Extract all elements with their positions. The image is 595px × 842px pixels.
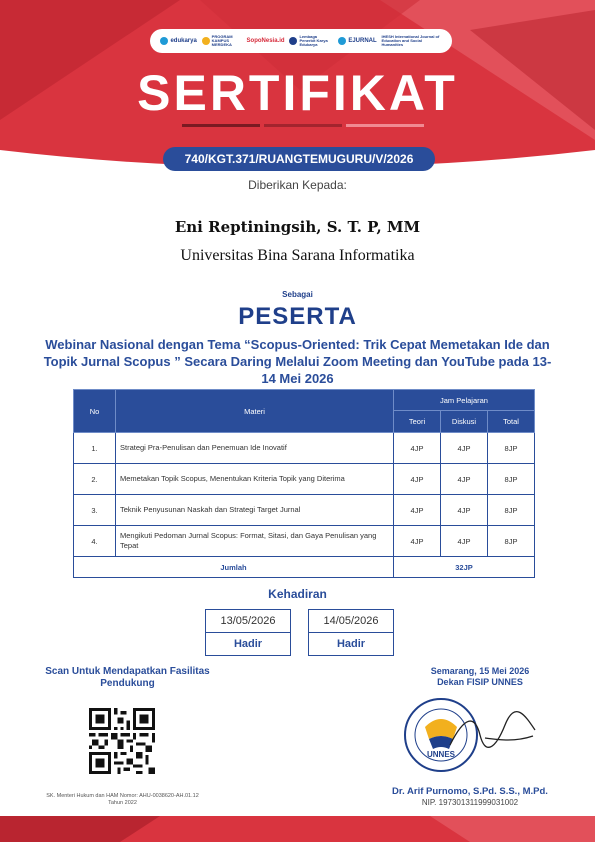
attendance-day-2: [308, 609, 394, 656]
seal-text: UNNES: [426, 750, 456, 759]
certificate-number-badge: 740/KGT.371/RUANGTEMUGURU/V/2026: [163, 147, 435, 171]
attendance-status: Hadir: [336, 638, 366, 650]
row-total: 8JP: [488, 495, 535, 526]
curriculum-table: [73, 389, 535, 578]
row-number: 3.: [74, 495, 116, 526]
row-materi: Strategi Pra-Penulisan dan Penemuan Ide Inovatif: [116, 433, 394, 464]
row-materi: Mengikuti Pedoman Jurnal Scopus: Format, Sitasi, dan Gaya Penulisan yang Tepat: [116, 526, 394, 557]
header-total: Total: [488, 411, 535, 433]
signatory-nip: NIP. 197301311999031002: [421, 798, 519, 807]
header-diskusi: Diskusi: [441, 411, 488, 433]
attendance-date: 14/05/2026: [309, 610, 393, 633]
recipient-institution: Universitas Bina Sarana Informatika: [180, 247, 415, 264]
row-materi: Memetakan Topik Scopus, Menentukan Kriteria Topik yang Diterima: [116, 464, 394, 495]
role-title: PESERTA: [238, 303, 357, 330]
row-number: 2.: [74, 464, 116, 495]
row-diskusi: 4JP: [441, 464, 488, 495]
row-total: 8JP: [488, 464, 535, 495]
row-materi: Teknik Penyusunan Naskah dan Strategi Target Jurnal: [116, 495, 394, 526]
table-sum-row: [74, 557, 535, 578]
row-teori: 4JP: [394, 433, 441, 464]
footer-band: [0, 816, 595, 842]
partner-logo-kampus-merdeka: PROGRAM KAMPUS MERDEKA: [202, 35, 242, 47]
sum-value: 32JP: [394, 557, 535, 578]
signing-place-date: Semarang, 15 Mei 2026: [430, 666, 530, 676]
partner-logo-edukarya: edukarya: [160, 37, 196, 45]
signatory-title: Dekan FISIP UNNES: [437, 677, 523, 687]
row-diskusi: 4JP: [441, 526, 488, 557]
table-row: [74, 433, 535, 464]
recipient-name: Eni Reptiningsih, S. T. P, MM: [174, 218, 421, 236]
attendance-date: 13/05/2026: [206, 610, 290, 633]
signatory-name: Dr. Arif Purnomo, S.Pd. S.S., M.Pd.: [392, 786, 548, 797]
title-underline: [182, 124, 424, 127]
partner-logo-ihesh: IHESH International Journal of Education and Social Humanities: [381, 34, 440, 47]
given-to-label: Diberikan Kepada:: [248, 178, 347, 192]
table-row: [74, 526, 535, 557]
row-number: 4.: [74, 526, 116, 557]
table-row: [74, 464, 535, 495]
kampus-merdeka-logo-icon: [202, 37, 210, 45]
row-teori: 4JP: [394, 495, 441, 526]
row-teori: 4JP: [394, 464, 441, 495]
attendance-day-1: [205, 609, 291, 656]
table-row: [74, 495, 535, 526]
qr-code-icon[interactable]: [89, 708, 155, 774]
sum-label: Jumlah: [74, 557, 394, 578]
partner-logo-lembaga-penerbit: Lembaga Penerbit Karya Edukarya: [289, 35, 333, 47]
row-total: 8JP: [488, 526, 535, 557]
attendance-status: Hadir: [233, 638, 263, 650]
row-teori: 4JP: [394, 526, 441, 557]
row-total: 8JP: [488, 433, 535, 464]
ejurnal-logo-icon: [338, 37, 346, 45]
role-label: Sebagai: [282, 290, 313, 299]
row-number: 1.: [74, 433, 116, 464]
handwritten-signature: [445, 710, 540, 755]
scan-instruction: Scan Untuk Mendapatkan Fasilitas Pendukung: [45, 666, 210, 689]
partner-logo-soponesia: SopoNesia.id: [246, 38, 285, 44]
lembaga-penerbit-logo-icon: [289, 37, 297, 45]
legal-registration-text: SK. Menteri Hukum dan HAM Nomor: AHU-0038620-AH.01.12 Tahun 2022: [46, 793, 199, 806]
partner-logo-bar: [150, 29, 452, 53]
edukarya-logo-icon: [160, 37, 168, 45]
attendance-title: Kehadiran: [268, 587, 327, 601]
header-teori: Teori: [394, 411, 441, 433]
row-diskusi: 4JP: [441, 433, 488, 464]
partner-logo-ejurnal: EJURNAL: [338, 37, 376, 45]
webinar-theme: Webinar Nasional dengan Tema “Scopus-Oriented: Trik Cepat Memetakan Ide dan Topik Jurnal Scopus ” Secara Daring Melalui Zoom Meeting dan YouTube pada 13-14 Mei 2026: [43, 337, 552, 386]
header-no: No: [74, 390, 116, 433]
header-jam-pelajaran: Jam Pelajaran: [394, 390, 535, 411]
row-diskusi: 4JP: [441, 495, 488, 526]
certificate-title: SERTIFIKAT: [137, 65, 458, 121]
header-materi: Materi: [116, 390, 394, 433]
header-banner: [0, 0, 595, 178]
